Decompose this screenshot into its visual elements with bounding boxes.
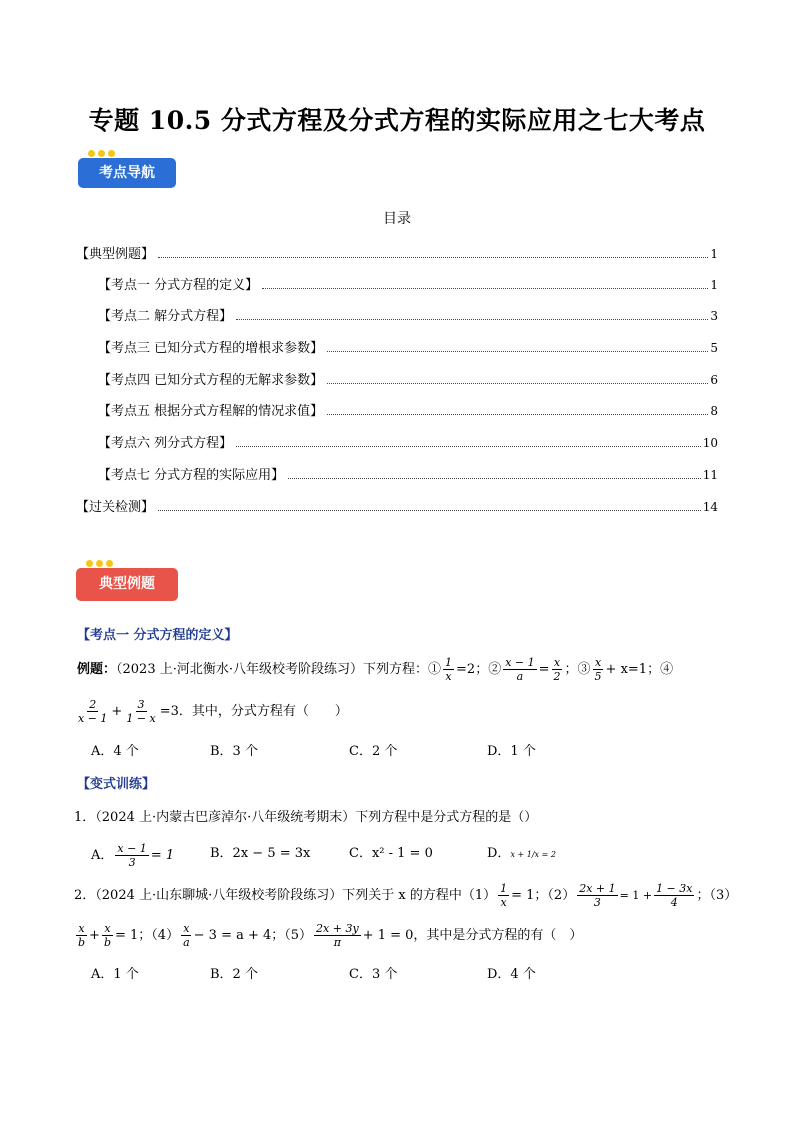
- q1-option-b[interactable]: B．2x − 5 = 3x: [210, 846, 311, 861]
- fraction: $\frac{x}{5}$: [594, 656, 602, 683]
- toc-leader: [158, 256, 708, 258]
- toc-heading: 目录: [383, 211, 411, 227]
- fraction: $\frac{x - 1}{a}$: [505, 656, 535, 683]
- toc-label: 【考点三 已知分式方程的增根求参数】: [98, 341, 324, 356]
- toc-row[interactable]: [98, 400, 718, 419]
- page-title: 专题 10.5 分式方程及分式方程的实际应用之七大考点: [88, 106, 706, 135]
- toc-page: 10: [702, 436, 718, 450]
- toc-label: 【考点二 解分式方程】: [98, 309, 233, 324]
- nav-badge: 考点导航: [78, 158, 176, 188]
- option-b[interactable]: B．3 个: [210, 744, 258, 759]
- toc-leader: [236, 445, 701, 447]
- toc-page: 3: [710, 309, 718, 323]
- toc-leader: [158, 509, 701, 511]
- circled-3: ；③: [564, 662, 591, 677]
- decor-dots: [88, 150, 115, 157]
- toc-page: 5: [710, 341, 718, 355]
- option-c[interactable]: C．2 个: [349, 744, 398, 759]
- fraction: $\frac{x}{b}$: [78, 922, 86, 949]
- fraction: $\frac{2}{x - 1}$: [78, 698, 108, 725]
- option-a[interactable]: A．4 个: [91, 744, 139, 759]
- nav-badge-wrap: [78, 158, 176, 188]
- circled-4: ；④: [647, 662, 674, 677]
- toc-page: 1: [710, 247, 718, 261]
- toc-row[interactable]: [76, 243, 718, 262]
- toc-label: 【考点四 已知分式方程的无解求参数】: [98, 373, 324, 388]
- fraction: $\frac{1 - 3x}{4}$: [656, 882, 693, 909]
- question-1: 1．（2024 上·内蒙古巴彦淖尔·八年级统考期末）下列方程中是分式方程的是（）: [74, 810, 538, 825]
- eq-text: + x=1: [605, 662, 648, 677]
- example-line-1: [77, 656, 673, 683]
- fraction: $\frac{1}{x}$: [500, 882, 508, 909]
- toc-label: 【考点一 分式方程的定义】: [98, 278, 259, 293]
- fraction: $\frac{2x + 3y}{\pi}$: [316, 922, 359, 949]
- toc-row[interactable]: [98, 432, 718, 451]
- toc-label: 【典型例题】: [76, 247, 155, 262]
- example-label: 例题：: [77, 662, 117, 677]
- toc-leader: [327, 350, 708, 352]
- q2-option-b[interactable]: B．2 个: [210, 967, 258, 982]
- toc-leader: [327, 382, 708, 384]
- q1-option-a[interactable]: A． $\frac{x - 1}{3}$ = 1: [91, 842, 175, 869]
- eq-text: =3．其中，分式方程有（ ）: [159, 704, 348, 719]
- toc-row[interactable]: [98, 369, 718, 388]
- toc-row[interactable]: [98, 337, 718, 356]
- toc-label: 【考点六 列分式方程】: [98, 436, 233, 451]
- toc-page: 14: [702, 500, 718, 514]
- toc-leader: [288, 477, 701, 479]
- toc-leader: [327, 413, 708, 415]
- fraction: $\frac{2x + 1}{3}$: [579, 882, 616, 909]
- fraction: $\frac{x}{2}$: [553, 656, 561, 683]
- question-2-line-1: 2．（2024 上·山东聊城·八年级校考阶段练习）下列关于 x 的方程中（1） $\frac{1}{x}$ = 1；（2） $\frac{2x + 1}{3}$ = 1 + $\frac{1 - 3x}{4}$ ；（3）: [74, 882, 738, 909]
- toc-leader: [262, 287, 708, 289]
- toc-label: 【过关检测】: [76, 500, 155, 515]
- examples-badge: 典型例题: [76, 568, 178, 601]
- q2-option-c[interactable]: C．3 个: [349, 967, 398, 982]
- eq-text: =: [538, 662, 550, 677]
- training-heading: 【变式训练】: [77, 777, 156, 792]
- fraction: $\frac{x}{b}$: [103, 922, 111, 949]
- toc-page: 1: [710, 278, 718, 292]
- toc-page: 6: [710, 373, 718, 387]
- q1-option-d[interactable]: D．x + 1/x = 2: [487, 846, 556, 861]
- toc-label: 【考点五 根据分式方程解的情况求值】: [98, 404, 324, 419]
- toc-row[interactable]: [98, 464, 718, 483]
- eq-text: =2: [456, 662, 476, 677]
- fraction: $\frac{3}{1 - x}$: [126, 698, 156, 725]
- circled-1: ①: [428, 662, 442, 677]
- toc-label: 【考点七 分式方程的实际应用】: [98, 468, 285, 483]
- q2-option-d[interactable]: D．4 个: [487, 967, 536, 982]
- toc-row[interactable]: [98, 274, 718, 293]
- section-heading-1: 【考点一 分式方程的定义】: [77, 628, 238, 643]
- fraction: $\frac{x}{a}$: [183, 922, 190, 949]
- toc-leader: [236, 318, 708, 320]
- question-2-line-2: $\frac{x}{b}$ + $\frac{x}{b}$ = 1；（4） $\frac{x}{a}$ − 3 = a + 4；（5） $\frac{2x + 3y}{\pi}$ + 1 = 0，其中是分式方程的有（ ）: [78, 922, 583, 949]
- example-line-2: [74, 698, 348, 725]
- example-source: （2023 上·河北衡水·八年级校考阶段练习）下列方程：: [116, 662, 428, 677]
- toc-page: 11: [702, 468, 718, 482]
- fraction: $\frac{1}{x}$: [445, 656, 453, 683]
- eq-text: +: [111, 704, 123, 719]
- q1-option-c[interactable]: C．x² - 1 = 0: [349, 846, 433, 861]
- toc-row[interactable]: [98, 305, 718, 324]
- fraction: $\frac{x - 1}{3}$: [117, 842, 147, 869]
- examples-badge-wrap: [76, 568, 178, 601]
- decor-dots: [86, 560, 113, 567]
- circled-2: ；②: [475, 662, 502, 677]
- toc-page: 8: [710, 404, 718, 418]
- option-d[interactable]: D．1 个: [487, 744, 536, 759]
- q2-option-a[interactable]: A．1 个: [91, 967, 139, 982]
- toc-row[interactable]: [76, 496, 718, 515]
